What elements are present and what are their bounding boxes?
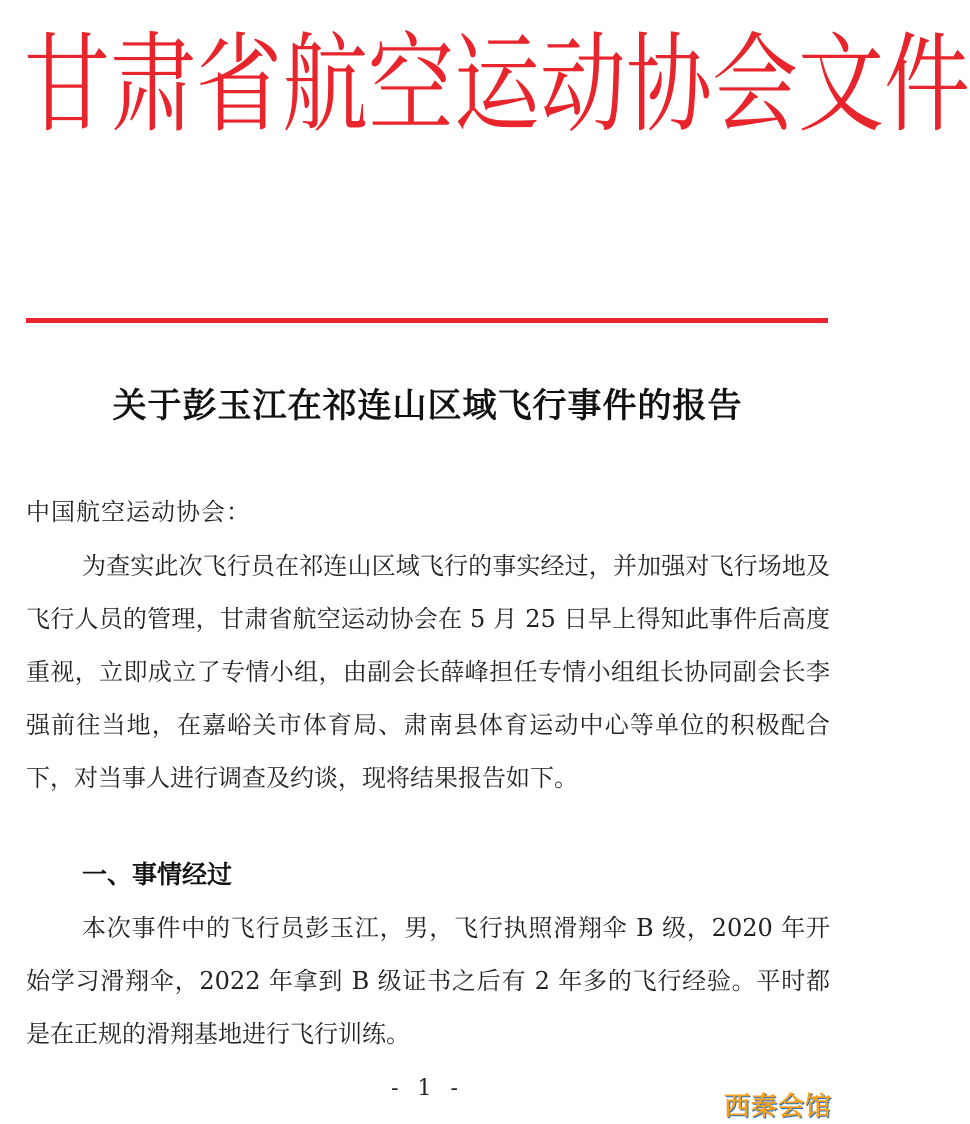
masthead-char: 空 <box>368 22 454 148</box>
masthead-char: 航 <box>282 22 368 148</box>
body-section-events <box>26 902 830 1061</box>
masthead-char: 文 <box>798 22 884 148</box>
masthead-char: 协 <box>626 22 712 148</box>
masthead-char: 甘 <box>24 22 110 148</box>
masthead-char: 肃 <box>110 22 196 148</box>
document-title: 关于彭玉江在祁连山区域飞行事件的报告 <box>112 386 743 426</box>
masthead-char: 动 <box>540 22 626 148</box>
masthead-char: 件 <box>884 22 970 148</box>
salutation: 中国航空运动协会： <box>26 498 251 526</box>
masthead-char: 会 <box>712 22 798 148</box>
masthead-char: 省 <box>196 22 282 148</box>
masthead-char: 运 <box>454 22 540 148</box>
masthead-title <box>24 22 970 148</box>
body-section-intro <box>26 540 830 805</box>
watermark-logo: 西秦会馆 <box>724 1092 833 1122</box>
paragraph-intro: 为查实此次飞行员在祁连山区域飞行的事实经过，并加强对飞行场地及飞行人员的管理，甘肃省航空运动协会在 5 月 25 日早上得知此事件后高度重视，立即成立了专情小组，由副会长薛峰担任专情小组组长协同副会长李强前往当地，在嘉峪关市体育局、肃南县体育运动中心等单位的积极配合下，对当事人进行调查及约谈，现将结果报告如下。 <box>26 552 830 792</box>
paragraph-events: 本次事件中的飞行员彭玉江，男，飞行执照滑翔伞 B 级，2020 年开始学习滑翔伞，2022 年拿到 B 级证书之后有 2 年多的飞行经验。平时都是在正规的滑翔基地进行飞行训练。 <box>26 914 830 1048</box>
masthead-divider <box>26 318 828 323</box>
page-number: - 1 - <box>391 1076 464 1101</box>
section-heading: 一、事情经过 <box>82 860 233 889</box>
